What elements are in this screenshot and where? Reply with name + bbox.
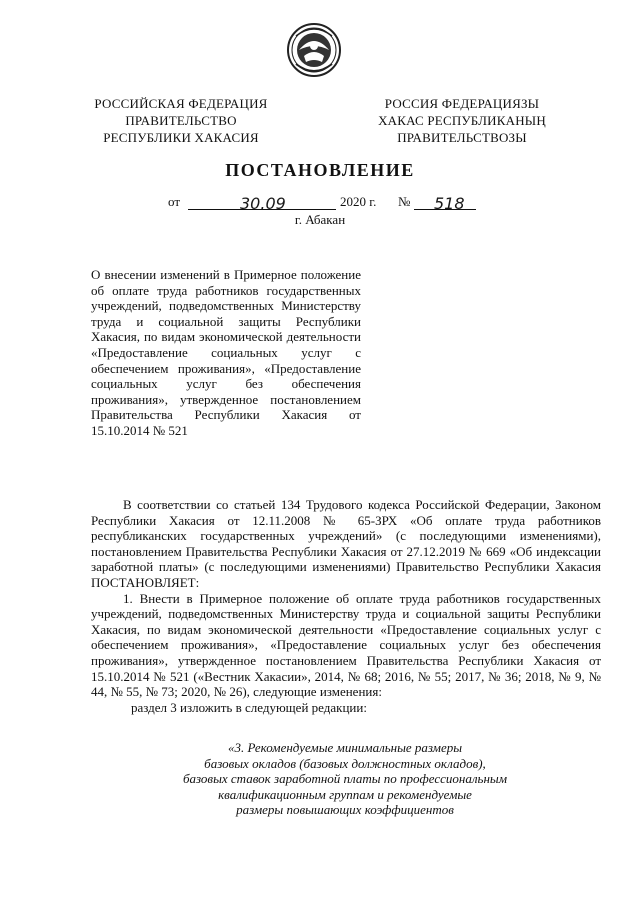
body-paragraph: раздел 3 изложить в следующей редакции: xyxy=(131,699,367,715)
body-paragraph: В соответствии со статьей 134 Трудового кодекса Российской Федерации, Законом Республики Хакасия от 12.11.2008 № 65-ЗРХ «Об оплате труда работников республиканских государственных учреждений» (с последующими изменениями), постановлением Правительства Республики Хакасия от 27.12.2019 № 669 «Об индексации заработной платы» (с последующими изменениями) Правительство Республики Хакасия ПОСТАНОВЛЯЕТ: xyxy=(91,497,601,590)
header-right-line: ПРАВИТЕЛЬСТВОЗЫ xyxy=(397,130,527,145)
date-from-label: от xyxy=(168,194,181,209)
number-handwritten: 518 xyxy=(434,194,465,213)
section-heading-line: размеры повышающих коэффициентов xyxy=(236,802,454,818)
body-paragraph: 1. Внести в Примерное положение об оплате труда работников государственных учреждений, подведомственных Министерству труда и социальной защиты Республики Хакасия, по видам экономической деятельности «Предоставление социальных услуг с обеспечением проживания», «Предоставление социальных услуг без обеспечения проживания», утвержденное постановлением Правительства Республики Хакасия от 15.10.2014 № 521 («Вестник Хакасии», 2014, № 68; 2016, № 55; 2017, № 36; 2018, № 9, № 44, № 55, № 73; 2020, № 26), следующие изменения: xyxy=(91,590,601,700)
header-right-line: ХАКАС РЕСПУБЛИКАНЫҢ xyxy=(378,113,546,128)
document-body xyxy=(91,497,601,715)
coat-of-arms-emblem xyxy=(286,22,342,78)
header-right-line: РОССИЯ ФЕДЕРАЦИЯЗЫ xyxy=(384,96,540,111)
header-left-line: РЕСПУБЛИКИ ХАКАСИЯ xyxy=(103,130,259,145)
date-number-line xyxy=(168,194,488,214)
section-heading xyxy=(150,740,540,818)
city-label: г. Абакан xyxy=(294,212,346,227)
section-heading-line: базовых окладов (базовых должностных окладов), xyxy=(204,755,486,771)
header-left-line: РОССИЙСКАЯ ФЕДЕРАЦИЯ xyxy=(94,96,268,111)
section-heading-line: «3. Рекомендуемые минимальные размеры xyxy=(227,740,463,755)
date-handwritten: 30.09 xyxy=(240,194,286,213)
year-label: 2020 г. xyxy=(340,194,377,209)
header-left-line: ПРАВИТЕЛЬСТВО xyxy=(125,113,237,128)
section-heading-line: квалификационным группам и рекомендуемые xyxy=(218,786,472,802)
number-label: № xyxy=(398,194,411,209)
document-title: ПОСТАНОВЛЕНИЕ xyxy=(225,160,415,180)
header-left-block xyxy=(86,95,276,146)
document-subject: О внесении изменений в Примерное положение об оплате труда работников государственных учреждений, подведомственных Министерству труда и социальной защиты Республики Хакасия, по видам экономической деятельности «Предоставление социальных услуг с обеспечением проживания», «Предоставление социальных услуг без обеспечения проживания», утвержденное постановлением Правительства Республики Хакасия от 15.10.2014 № 521 xyxy=(91,267,361,438)
section-heading-line: базовых ставок заработной платы по профессиональным xyxy=(182,771,508,787)
header-right-block xyxy=(362,95,562,146)
